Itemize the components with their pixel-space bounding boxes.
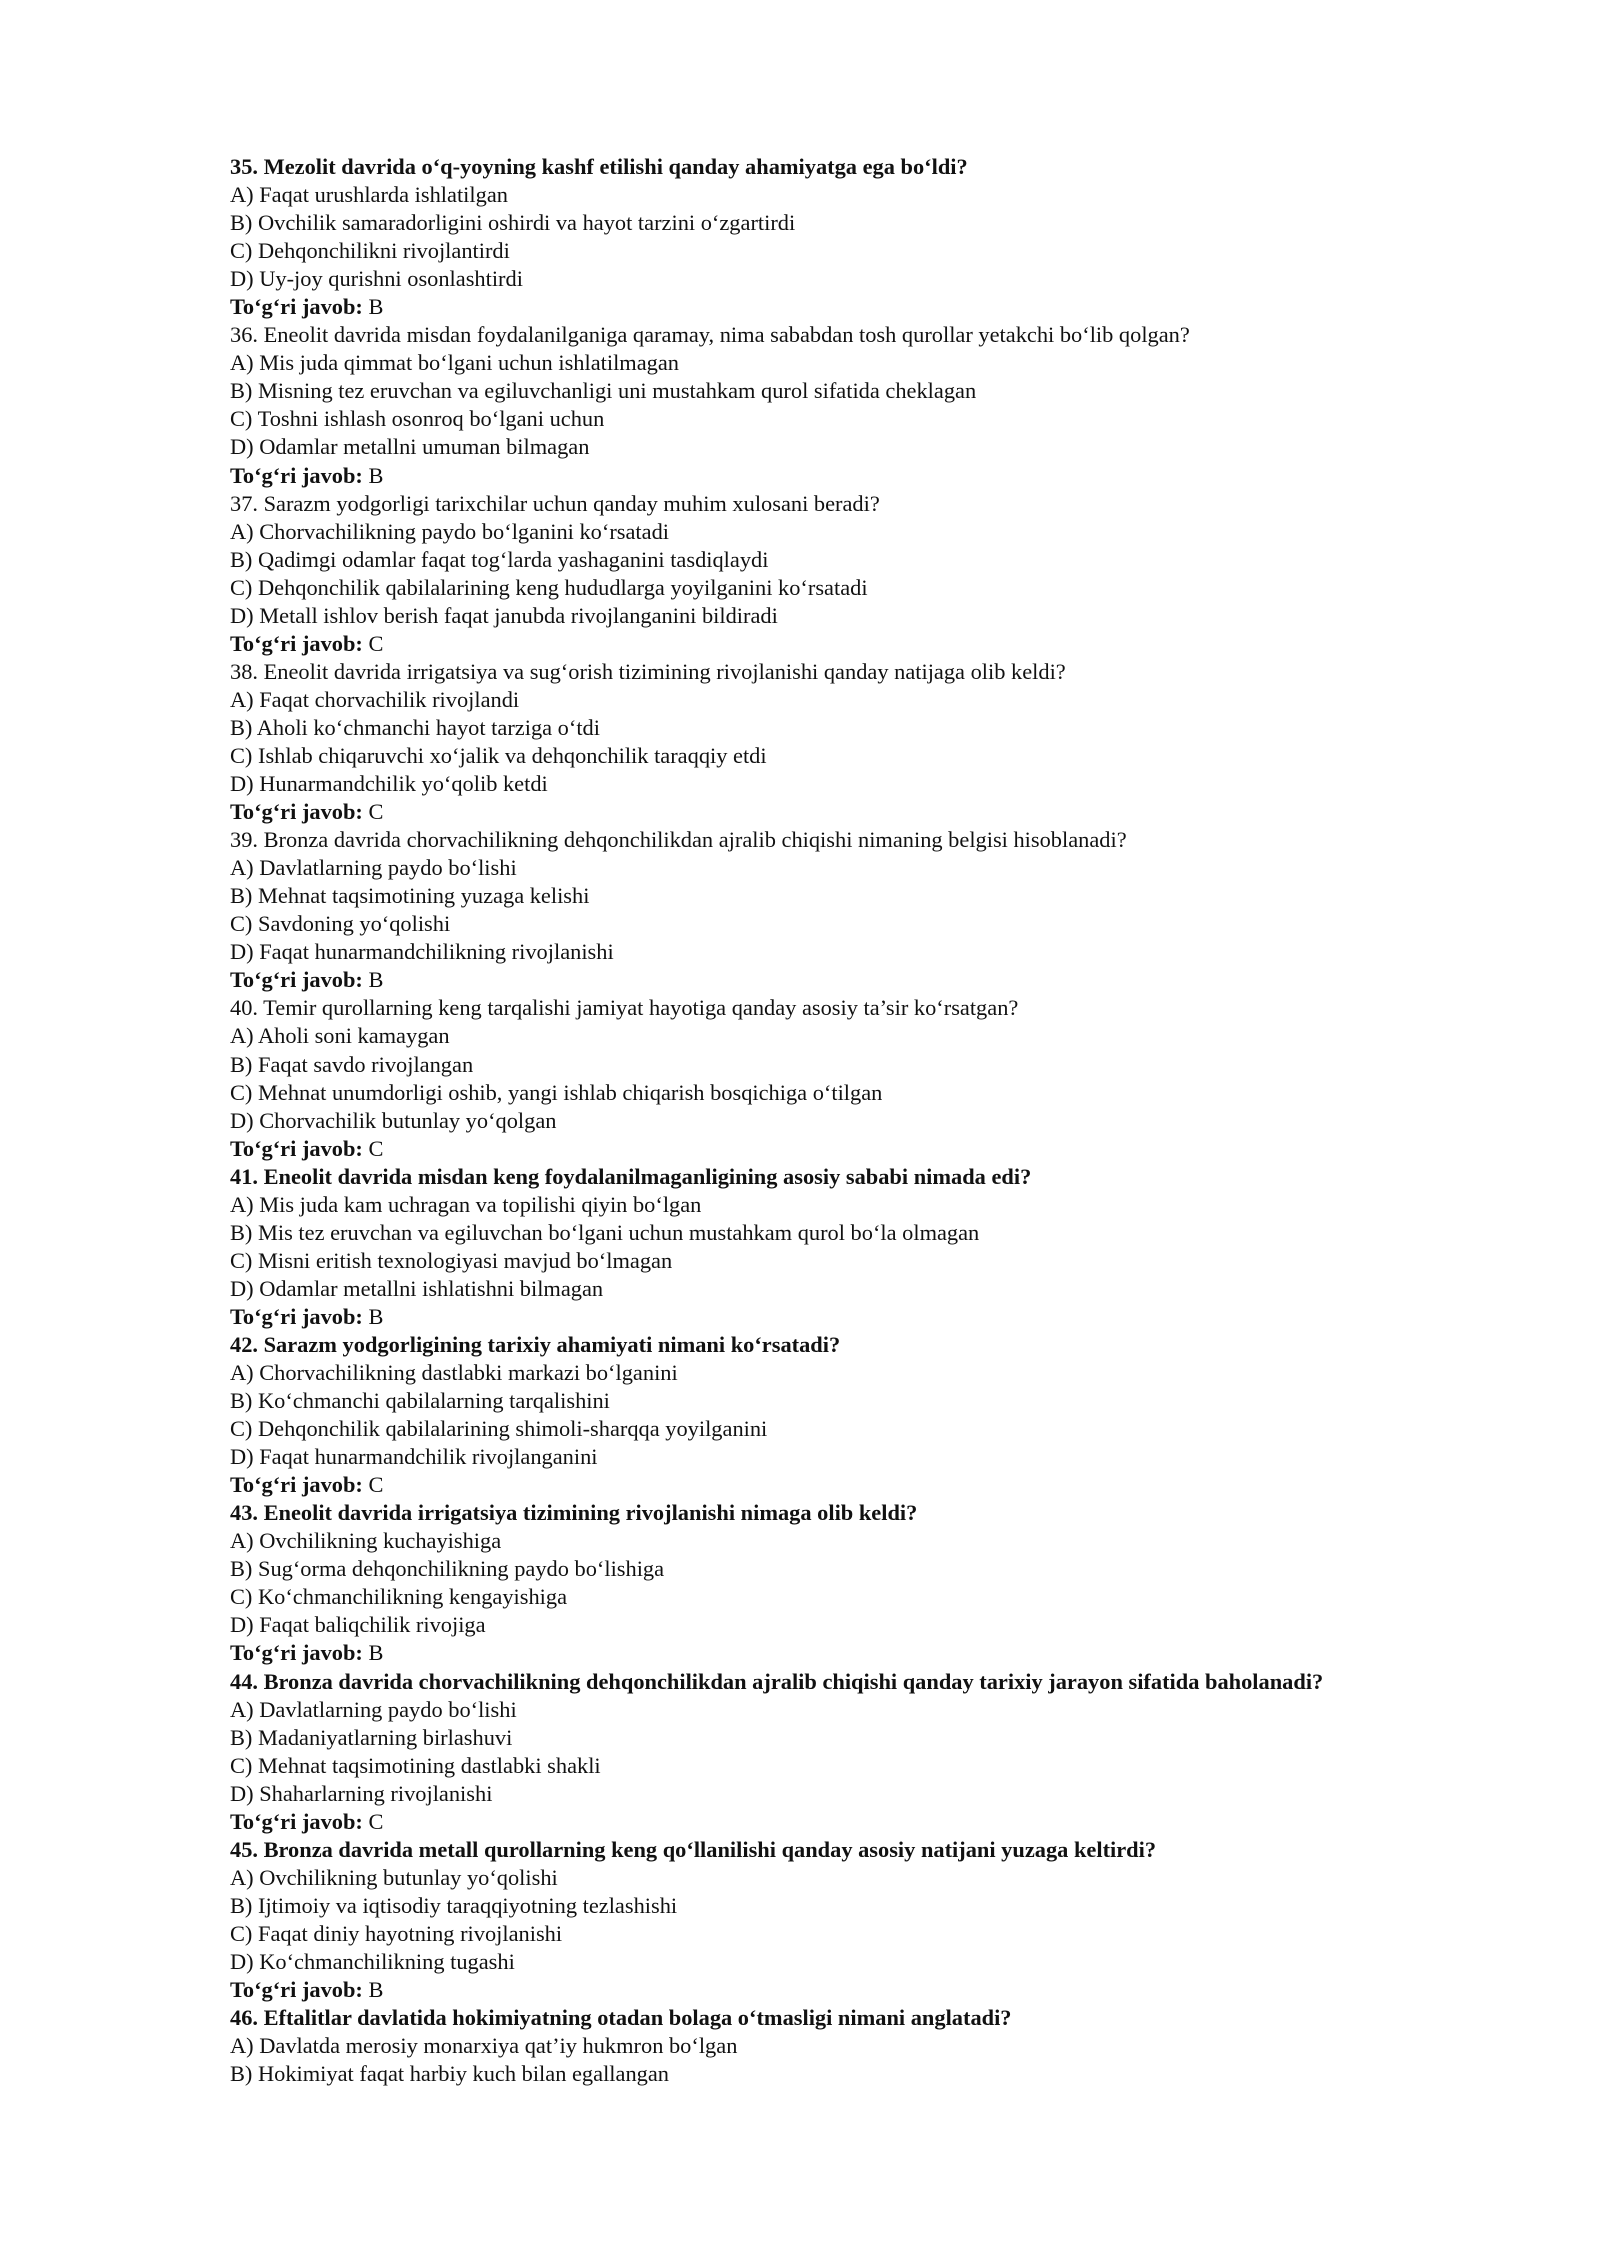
question-text: 35. Mezolit davrida o‘q-yoyning kashf etilishi qanday ahamiyatga ega bo‘ldi? <box>230 154 968 179</box>
question-text: 40. Temir qurollarning keng tarqalishi jamiyat hayotiga qanday asosiy ta’sir ko‘rsatgan? <box>230 995 1019 1021</box>
correct-answer <box>230 1808 1510 1836</box>
question-text: 39. Bronza davrida chorvachilikning dehqonchilikdan ajralib chiqishi nimaning belgisi hisoblanadi? <box>230 827 1127 853</box>
question-block <box>230 153 1510 321</box>
question-text: 41. Eneolit davrida misdan keng foydalanilmaganligining asosiy sababi nimada edi? <box>230 1163 1032 1189</box>
correct-answer-label: To‘g‘ri javob: <box>230 1808 363 1834</box>
correct-answer <box>230 1639 1510 1667</box>
correct-answer-value: C <box>368 1808 384 1834</box>
correct-answer <box>230 293 1510 321</box>
correct-answer-value: C <box>368 1472 384 1498</box>
answer-option: A) Mis juda qimmat bo‘lgani uchun ishlatilmagan <box>230 350 679 376</box>
answer-option: C) Savdoning yo‘qolishi <box>230 911 451 937</box>
question-text: 45. Bronza davrida metall qurollarning keng qo‘llanilishi qanday asosiy natijani yuzaga keltirdi? <box>230 1836 1157 1862</box>
correct-answer-value: B <box>368 462 384 488</box>
correct-answer-value: B <box>368 1977 384 2003</box>
answer-option: B) Mis tez eruvchan va egiluvchan bo‘lgani uchun mustahkam qurol bo‘la olmagan <box>230 1219 980 1245</box>
correct-answer-value: C <box>368 630 384 656</box>
correct-answer-label: To‘g‘ri javob: <box>230 799 363 825</box>
correct-answer <box>230 1303 1510 1331</box>
question-text: 42. Sarazm yodgorligining tarixiy ahamiyati nimani ko‘rsatadi? <box>230 1331 841 1357</box>
answer-option: A) Faqat chorvachilik rivojlandi <box>230 686 520 712</box>
answer-option: B) Aholi ko‘chmanchi hayot tarziga o‘tdi <box>230 714 600 740</box>
question-block <box>230 321 1510 489</box>
answer-option: A) Aholi soni kamaygan <box>230 1023 450 1049</box>
correct-answer-value: B <box>368 294 384 320</box>
answer-option: A) Ovchilikning butunlay yo‘qolishi <box>230 1864 558 1890</box>
answer-option: B) Ovchilik samaradorligini oshirdi va hayot tarzini o‘zgartirdi <box>230 210 796 236</box>
answer-option: A) Mis juda kam uchragan va topilishi qiyin bo‘lgan <box>230 1191 702 1217</box>
answer-option: B) Hokimiyat faqat harbiy kuch bilan egallangan <box>230 2061 669 2087</box>
question-text: 37. Sarazm yodgorligi tarixchilar uchun qanday muhim xulosani beradi? <box>230 490 880 516</box>
answer-option: C) Dehqonchilik qabilalarining shimoli-sharqqa yoyilganini <box>230 1416 768 1442</box>
answer-option: C) Ishlab chiqaruvchi xo‘jalik va dehqonchilik taraqqiy etdi <box>230 742 767 768</box>
answer-option: D) Odamlar metallni umuman bilmagan <box>230 434 590 460</box>
question-block <box>230 1668 1510 1836</box>
answer-option: C) Dehqonchilik qabilalarining keng hududlarga yoyilganini ko‘rsatadi <box>230 574 868 600</box>
correct-answer-label: To‘g‘ri javob: <box>230 1977 363 2003</box>
answer-option: C) Misni eritish texnologiyasi mavjud bo‘lmagan <box>230 1247 673 1273</box>
question-block <box>230 658 1510 826</box>
answer-option: B) Sug‘orma dehqonchilikning paydo bo‘lishiga <box>230 1556 665 1582</box>
correct-answer-value: C <box>368 1135 384 1161</box>
answer-option: B) Ko‘chmanchi qabilalarning tarqalishini <box>230 1388 610 1414</box>
question-block <box>230 1331 1510 1499</box>
answer-option: B) Madaniyatlarning birlashuvi <box>230 1724 513 1750</box>
question-block <box>230 2004 1510 2088</box>
question-text: 36. Eneolit davrida misdan foydalanilganiga qaramay, nima sababdan tosh qurollar yetakchi bo‘lib qolgan? <box>230 322 1190 348</box>
correct-answer <box>230 630 1510 658</box>
question-text: 44. Bronza davrida chorvachilikning dehqonchilikdan ajralib chiqishi qanday tarixiy jarayon sifatida baholanadi? <box>230 1668 1324 1694</box>
answer-option: D) Faqat hunarmandchilik rivojlanganini <box>230 1444 598 1470</box>
answer-option: C) Dehqonchilikni rivojlantirdi <box>230 238 510 264</box>
correct-answer <box>230 798 1510 826</box>
correct-answer-label: To‘g‘ri javob: <box>230 1472 363 1498</box>
answer-option: A) Davlatlarning paydo bo‘lishi <box>230 855 517 881</box>
question-text: 38. Eneolit davrida irrigatsiya va sug‘orish tizimining rivojlanishi qanday natijaga olib keldi? <box>230 658 1066 684</box>
answer-option: C) Mehnat taqsimotining dastlabki shakli <box>230 1752 601 1778</box>
answer-option: D) Odamlar metallni ishlatishni bilmagan <box>230 1275 604 1301</box>
question-block <box>230 1499 1510 1667</box>
document-page <box>230 153 1510 2088</box>
answer-option: A) Davlatlarning paydo bo‘lishi <box>230 1696 517 1722</box>
question-block <box>230 1836 1510 2004</box>
correct-answer-label: To‘g‘ri javob: <box>230 1135 363 1161</box>
correct-answer-value: B <box>368 967 384 993</box>
answer-option: D) Faqat baliqchilik rivojiga <box>230 1612 486 1638</box>
correct-answer-label: To‘g‘ri javob: <box>230 630 363 656</box>
answer-option: A) Chorvachilikning dastlabki markazi bo‘lganini <box>230 1360 678 1386</box>
answer-option: C) Ko‘chmanchilikning kengayishiga <box>230 1584 568 1610</box>
answer-option: B) Qadimgi odamlar faqat tog‘larda yashaganini tasdiqlaydi <box>230 546 769 572</box>
answer-option: C) Mehnat unumdorligi oshib, yangi ishlab chiqarish bosqichiga o‘tilgan <box>230 1079 883 1105</box>
question-text: 46. Eftalitlar davlatida hokimiyatning otadan bolaga o‘tmasligi nimani anglatadi? <box>230 2005 1012 2031</box>
question-block <box>230 490 1510 658</box>
answer-option: D) Ko‘chmanchilikning tugashi <box>230 1949 515 1974</box>
answer-option: D) Faqat hunarmandchilikning rivojlanishi <box>230 939 614 965</box>
correct-answer <box>230 1471 1510 1499</box>
answer-option: C) Toshni ishlash osonroq bo‘lgani uchun <box>230 406 605 432</box>
answer-option: A) Faqat urushlarda ishlatilgan <box>230 182 508 208</box>
answer-option: D) Chorvachilik butunlay yo‘qolgan <box>230 1107 557 1133</box>
correct-answer <box>230 1135 1510 1163</box>
correct-answer-label: To‘g‘ri javob: <box>230 1303 363 1329</box>
answer-option: D) Metall ishlov berish faqat janubda rivojlanganini bildiradi <box>230 602 778 628</box>
answer-option: A) Davlatda merosiy monarxiya qat’iy hukmron bo‘lgan <box>230 2033 738 2059</box>
correct-answer-label: To‘g‘ri javob: <box>230 462 363 488</box>
answer-option: D) Shaharlarning rivojlanishi <box>230 1780 493 1806</box>
answer-option: B) Mehnat taqsimotining yuzaga kelishi <box>230 883 590 909</box>
question-block <box>230 1163 1510 1331</box>
question-text: 43. Eneolit davrida irrigatsiya tizimining rivojlanishi nimaga olib keldi? <box>230 1500 918 1526</box>
answer-option: D) Hunarmandchilik yo‘qolib ketdi <box>230 771 548 797</box>
answer-option: C) Faqat diniy hayotning rivojlanishi <box>230 1920 563 1946</box>
correct-answer-label: To‘g‘ri javob: <box>230 1640 363 1666</box>
correct-answer-value: B <box>368 1303 384 1329</box>
answer-option: D) Uy-joy qurishni osonlashtirdi <box>230 266 523 292</box>
answer-option: B) Faqat savdo rivojlangan <box>230 1051 474 1077</box>
correct-answer-value: B <box>368 1640 384 1666</box>
correct-answer-value: C <box>368 799 384 825</box>
correct-answer <box>230 462 1510 490</box>
answer-option: B) Ijtimoiy va iqtisodiy taraqqiyotning tezlashishi <box>230 1892 678 1918</box>
correct-answer <box>230 966 1510 994</box>
correct-answer-label: To‘g‘ri javob: <box>230 294 363 320</box>
question-block <box>230 994 1510 1162</box>
question-block <box>230 826 1510 994</box>
answer-option: A) Ovchilikning kuchayishiga <box>230 1528 502 1554</box>
answer-option: A) Chorvachilikning paydo bo‘lganini ko‘rsatadi <box>230 518 670 544</box>
answer-option: B) Misning tez eruvchan va egiluvchanligi uni mustahkam qurol sifatida cheklagan <box>230 378 977 404</box>
correct-answer <box>230 1976 1510 2004</box>
correct-answer-label: To‘g‘ri javob: <box>230 967 363 993</box>
